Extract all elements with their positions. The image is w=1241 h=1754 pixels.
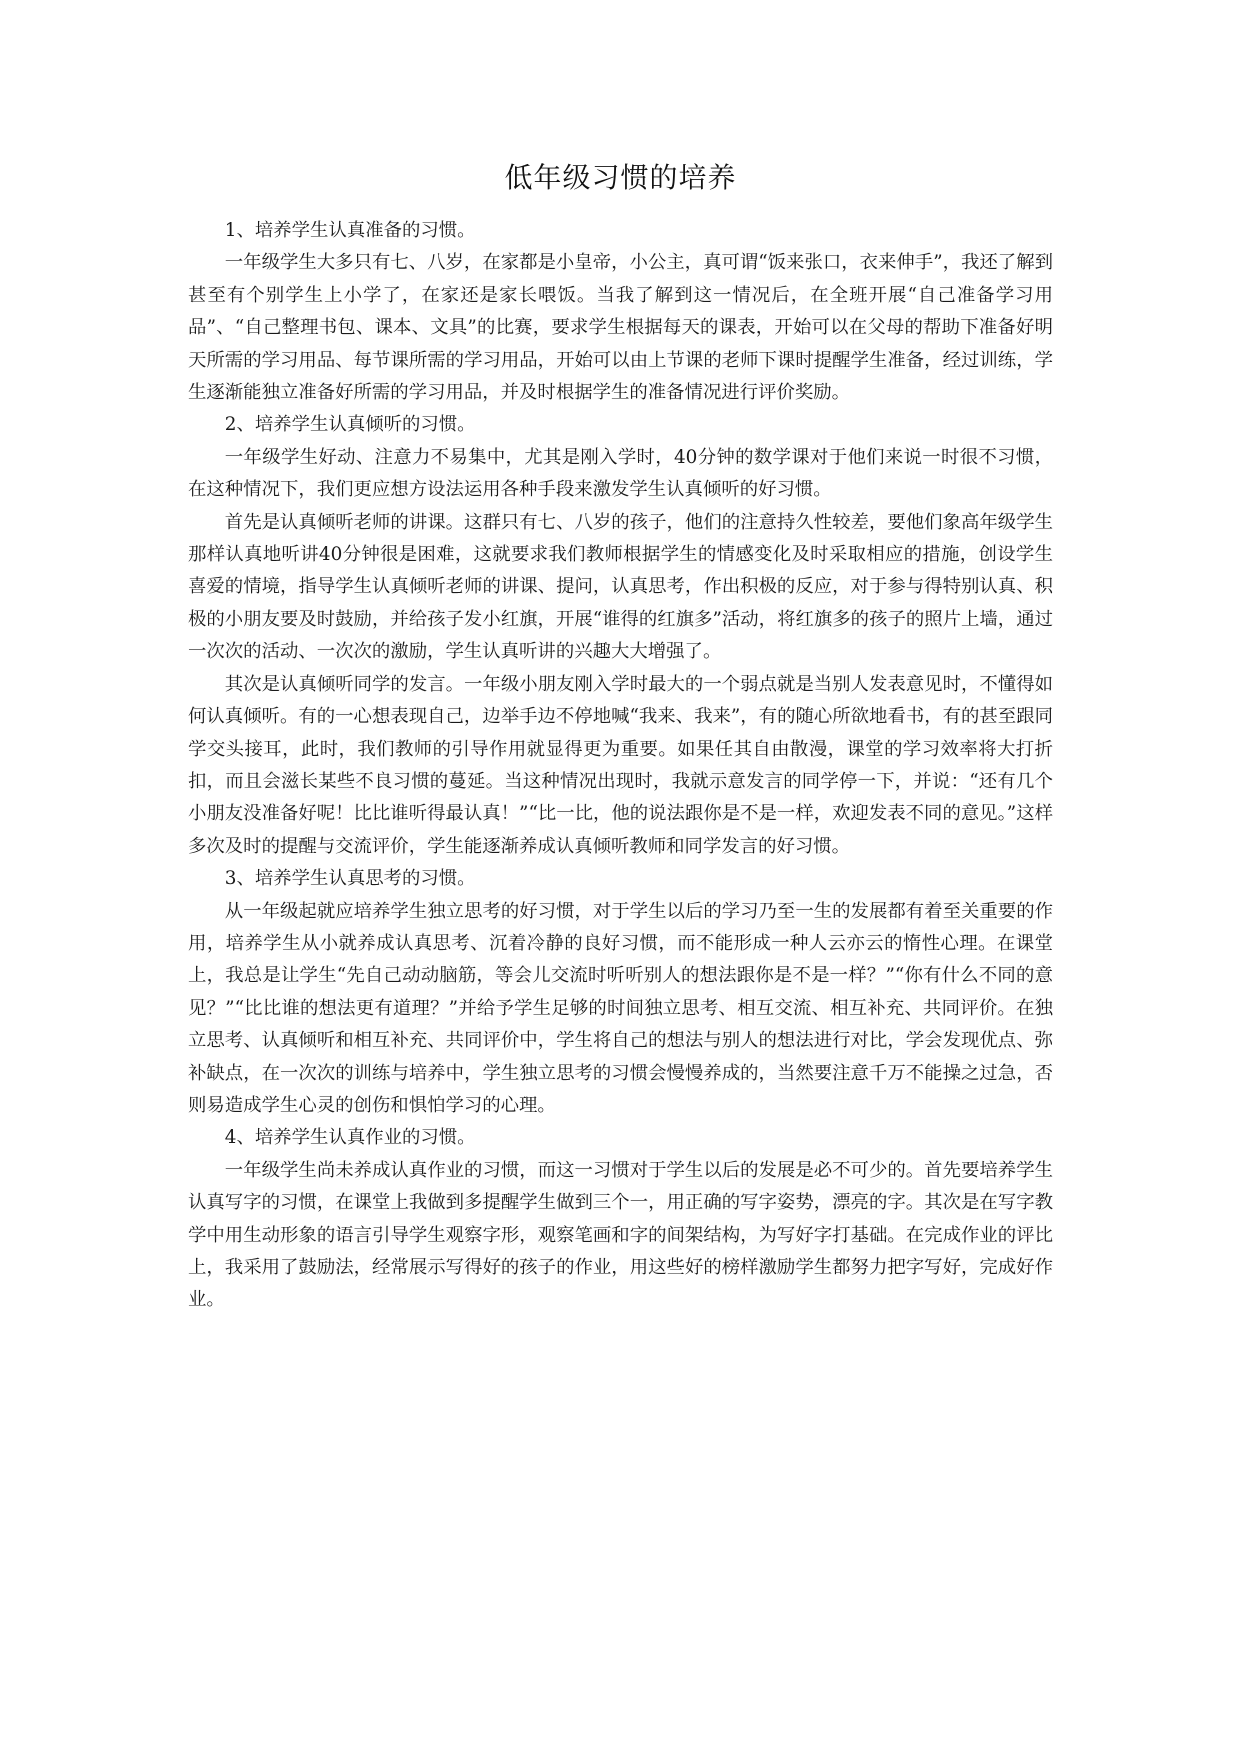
paragraph: 一年级学生大多只有七、八岁，在家都是小皇帝，小公主，真可谓“饭来张口，衣来伸手”，我还了解到甚至有个别学生上小学了，在家还是家长喂饭。当我了解到这一情况后，在全班开展“自己准备学习用品”、“自己整理书包、课本、文具”的比赛，要求学生根据每天的课表，开始可以在父母的帮助下准备好明天所需的学习用品、每节课所需的学习用品，开始可以由上节课的老师下课时提醒学生准备，经过训练，学生逐渐能独立准备好所需的学习用品，并及时根据学生的准备情况进行评价奖励。 [188, 252, 1053, 404]
paragraph: 其次是认真倾听同学的发言。一年级小朋友刚入学时最大的一个弱点就是当别人发表意见时，不懂得如何认真倾听。有的一心想表现自己，边举手边不停地喊“我来、我来”，有的随心所欲地看书，有的甚至跟同学交头接耳，此时，我们教师的引导作用就显得更为重要。如果任其自由散漫，课堂的学习效率将大打折扣，而且会滋长某些不良习惯的蔓延。当这种情况出现时，我就示意发言的同学停一下，并说：“还有几个小朋友没准备好呢！比比谁听得最认真！”“比一比，他的说法跟你是不是一样，欢迎发表不同的意见。”这样多次及时的提醒与交流评价，学生能逐渐养成认真倾听教师和同学发言的好习惯。 [188, 673, 1053, 857]
document-title: 低年级习惯的培养 [504, 161, 737, 194]
section-heading-2: 2、培养学生认真倾听的习惯。 [224, 414, 476, 436]
section-heading-3: 3、培养学生认真思考的习惯。 [224, 868, 476, 890]
document-body [188, 215, 1053, 1317]
section-heading-1: 1、培养学生认真准备的习惯。 [224, 220, 476, 241]
section-heading-4: 4、培养学生认真作业的习惯。 [224, 1127, 476, 1149]
paragraph: 从一年级起就应培养学生独立思考的好习惯，对于学生以后的学习乃至一生的发展都有着至关重要的作用，培养学生从小就养成认真思考、沉着冷静的良好习惯，而不能形成一种人云亦云的惰性心理。在课堂上，我总是让学生“先自己动动脑筋，等会儿交流时听听别人的想法跟你是不是一样？”“你有什么不同的意见？”“比比谁的想法更有道理？”并给予学生足够的时间独立思考、相互交流、相互补充、共同评价。在独立思考、认真倾听和相互补充、共同评价中，学生将自己的想法与别人的想法进行对比，学会发现优点、弥补缺点，在一次次的训练与培养中，学生独立思考的习惯会慢慢养成的，当然要注意千万不能操之过急，否则易造成学生心灵的创伤和惧怕学习的心理。 [188, 900, 1053, 1116]
paragraph: 一年级学生尚未养成认真作业的习惯，而这一习惯对于学生以后的发展是必不可少的。首先要培养学生认真写字的习惯，在课堂上我做到多提醒学生做到三个一，用正确的写字姿势，漂亮的字。其次是在写字教学中用生动形象的语言引导学生观察字形，观察笔画和字的间架结构，为写好字打基础。在完成作业的评比上，我采用了鼓励法，经常展示写得好的孩子的作业，用这些好的榜样激励学生都努力把字写好，完成好作业。 [188, 1159, 1053, 1311]
paragraph: 一年级学生好动、注意力不易集中，尤其是刚入学时，40分钟的数学课对于他们来说一时很不习惯，在这种情况下，我们更应想方设法运用各种手段来激发学生认真倾听的好习惯。 [188, 446, 1053, 501]
paragraph: 首先是认真倾听老师的讲课。这群只有七、八岁的孩子，他们的注意持久性较差，要他们象高年级学生那样认真地听讲40分钟很是困难，这就要求我们教师根据学生的情感变化及时采取相应的措施，创设学生喜爱的情境，指导学生认真倾听老师的讲课、提问，认真思考，作出积极的反应，对于参与得特别认真、积极的小朋友要及时鼓励，并给孩子发小红旗，开展“谁得的红旗多”活动，将红旗多的孩子的照片上墙，通过一次次的活动、一次次的激励，学生认真听讲的兴趣大大增强了。 [188, 511, 1053, 663]
